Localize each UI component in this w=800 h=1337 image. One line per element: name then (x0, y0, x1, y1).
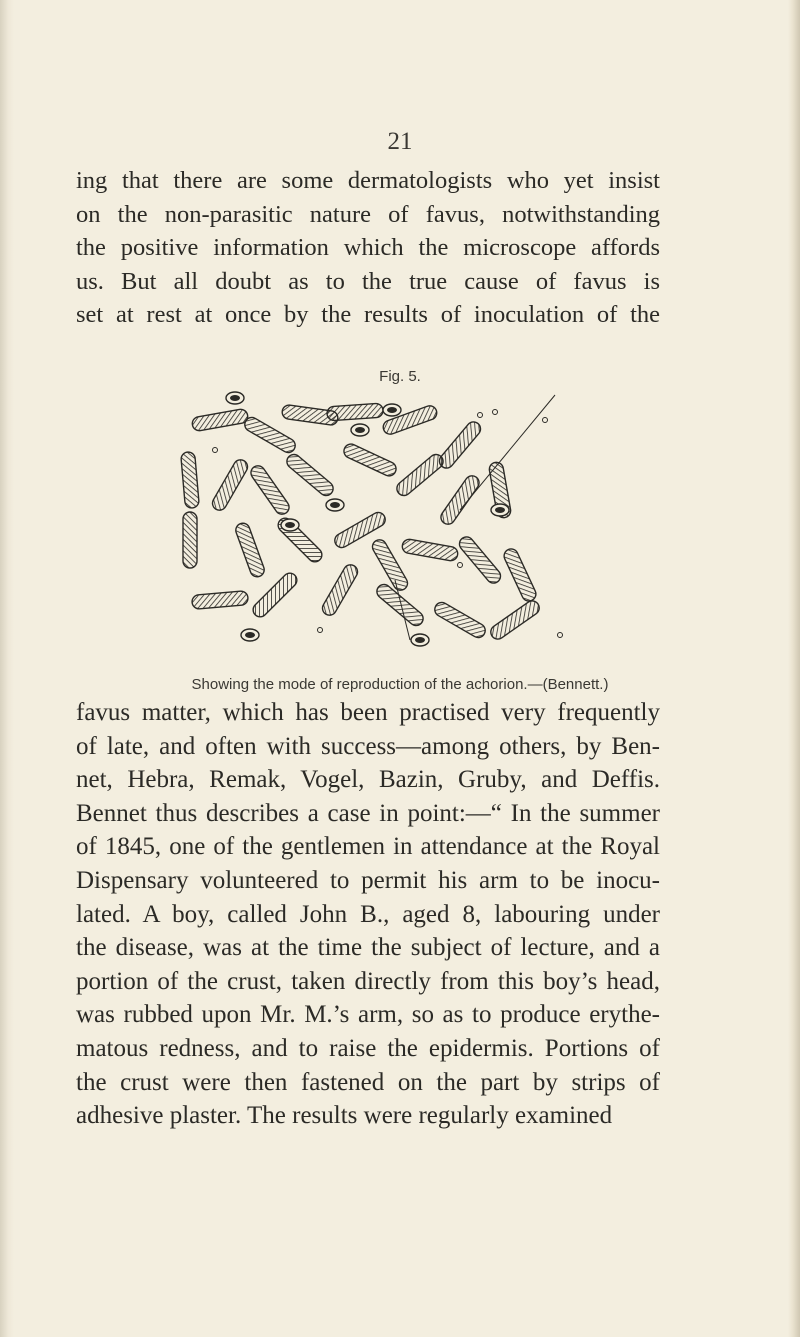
text-line: was rubbed upon Mr. M.’s arm, so as to produce erythe- (76, 1001, 660, 1029)
paragraph-top (76, 164, 660, 332)
figure-label: Fig. 5. (379, 368, 421, 385)
text-line: Bennet thus describes a case in point:—“ In the summer (76, 799, 660, 827)
text-line: the disease, was at the time the subject of lecture, and a (76, 934, 660, 962)
text-line: portion of the crust, taken directly from this boy’s head, (76, 967, 660, 995)
text-line: net, Hebra, Remak, Vogel, Bazin, Gruby, and Deffis. (76, 766, 660, 794)
page-number: 21 (387, 128, 413, 155)
text-line: of late, and often with success—among others, by Ben- (76, 732, 660, 760)
figure-caption: Showing the mode of reproduction of the achorion.—(Bennett.) (191, 676, 609, 693)
text-line: matous redness, and to raise the epidermis. Portions of (76, 1034, 660, 1062)
text-line: on the non-parasitic nature of favus, notwithstanding (76, 200, 660, 228)
text-line: the positive information which the microscope affords (76, 234, 660, 262)
text-line: Dispensary volunteered to permit his arm to be inocu- (76, 866, 660, 894)
text-line: adhesive plaster. The results were regularly examined (76, 1102, 613, 1130)
text-line: set at rest at once by the results of inoculation of the (76, 301, 660, 329)
paragraph-bottom (76, 696, 660, 1133)
figure-illustration (160, 390, 580, 670)
page-edge-right (788, 0, 800, 1337)
text-line: of 1845, one of the gentlemen in attendance at the Royal (76, 833, 660, 861)
text-line: favus matter, which has been practised very frequently (76, 699, 660, 726)
text-line: lated. A boy, called John B., aged 8, labouring under (76, 900, 660, 928)
page-edge-left (0, 0, 14, 1337)
text-line: us. But all doubt as to the true cause of favus is (76, 267, 660, 295)
text-line: ing that there are some dermatologists who yet insist (76, 167, 660, 194)
text-line: the crust were then fastened on the part by strips of (76, 1068, 660, 1096)
